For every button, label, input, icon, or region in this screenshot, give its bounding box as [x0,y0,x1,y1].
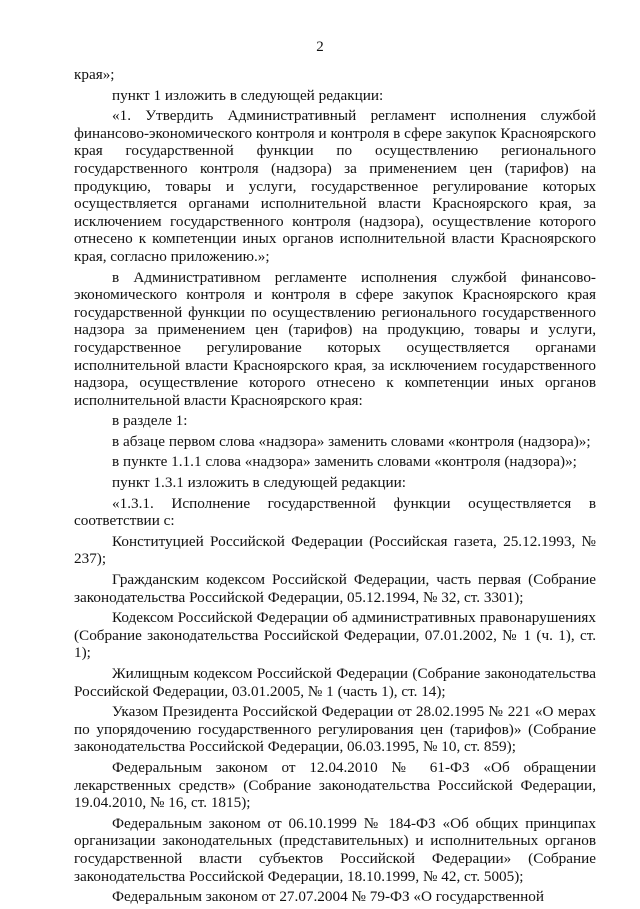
paragraph: «1.3.1. Исполнение государственной функции осуществляется в соответствии с: [74,494,596,530]
paragraph: Конституцией Российской Федерации (Российская газета, 25.12.1993, № 237); [74,532,596,568]
paragraph: в пункте 1.1.1 слова «надзора» заменить словами «контроля (надзора)»; [112,453,577,471]
paragraph: Федеральным законом от 06.10.1999 № 184-ФЗ «Об общих принципах организации законодательных (представительных) и исполнительных органов государственной власти субъектов Российской Федерации» (Собрание законодательства Российской Федерации, 18.10.1999, № 42, ст. 5005); [74,814,596,885]
paragraph: «1. Утвердить Административный регламент исполнения службой финансово-экономического контроля и контроля в сфере закупок Красноярского края государственной функции по осуществлению регионального государственного контроля (надзора) за применением цен (тарифов) на продукцию, товары и услуги, государственное регулирование которых осуществляется органами исполнительной власти Красноярского края, за исключением государственного контроля (надзора), осуществление которого отнесено к компетенции иных органов исполнительной власти Красноярского края, согласно приложению.»; [74,107,596,265]
paragraph: в абзаце первом слова «надзора» заменить словами «контроля (надзора)»; [112,432,591,450]
paragraph: края»; [74,66,115,83]
paragraph: Жилищным кодексом Российской Федерации (Собрание законодательства Российской Федерации, 03.01.2005, № 1 (часть 1), ст. 14); [74,665,596,700]
document-body [74,66,596,909]
paragraph: в Административном регламенте исполнения службой финансово-экономического контроля и контроля в сфере закупок Красноярского края государственной функции по осуществлению регионального государственного надзора за применением цен (тарифов) на продукцию, товары и услуги, государственное регулирование которых осуществляется органами исполнительной власти Красноярского края, за исключением государственного надзора, осуществление которого отнесено к компетенции иных органов исполнительной власти Красноярского края: [74,268,596,409]
paragraph: Федеральным законом от 12.04.2010 № 61-ФЗ «Об обращении лекарственных средств» (Собрание законодательства Российской Федерации, 19.04.2010, № 16, ст. 1815); [74,758,596,812]
paragraph: Гражданским кодексом Российской Федерации, часть первая (Собрание законодательства Российской Федерации, 05.12.1994, № 32, ст. 3301); [74,571,596,606]
paragraph: Кодексом Российской Федерации об административных правонарушениях (Собрание законодательства Российской Федерации, 07.01.2002, № 1 (ч. 1), ст. 1); [74,609,596,662]
paragraph: в разделе 1: [112,412,188,430]
paragraph: Указом Президента Российской Федерации от 28.02.1995 № 221 «О мерах по упорядочению государственного регулирования цен (тарифов)» (Собрание законодательства Российской Федерации, 06.03.1995, № 10, ст. 859); [74,703,596,756]
page-number: 2 [316,39,324,55]
paragraph: пункт 1 изложить в следующей редакции: [112,86,384,104]
paragraph: пункт 1.3.1 изложить в следующей редакции: [112,474,406,492]
paragraph: Федеральным законом от 27.07.2004 № 79-ФЗ «О государственной [112,888,545,906]
